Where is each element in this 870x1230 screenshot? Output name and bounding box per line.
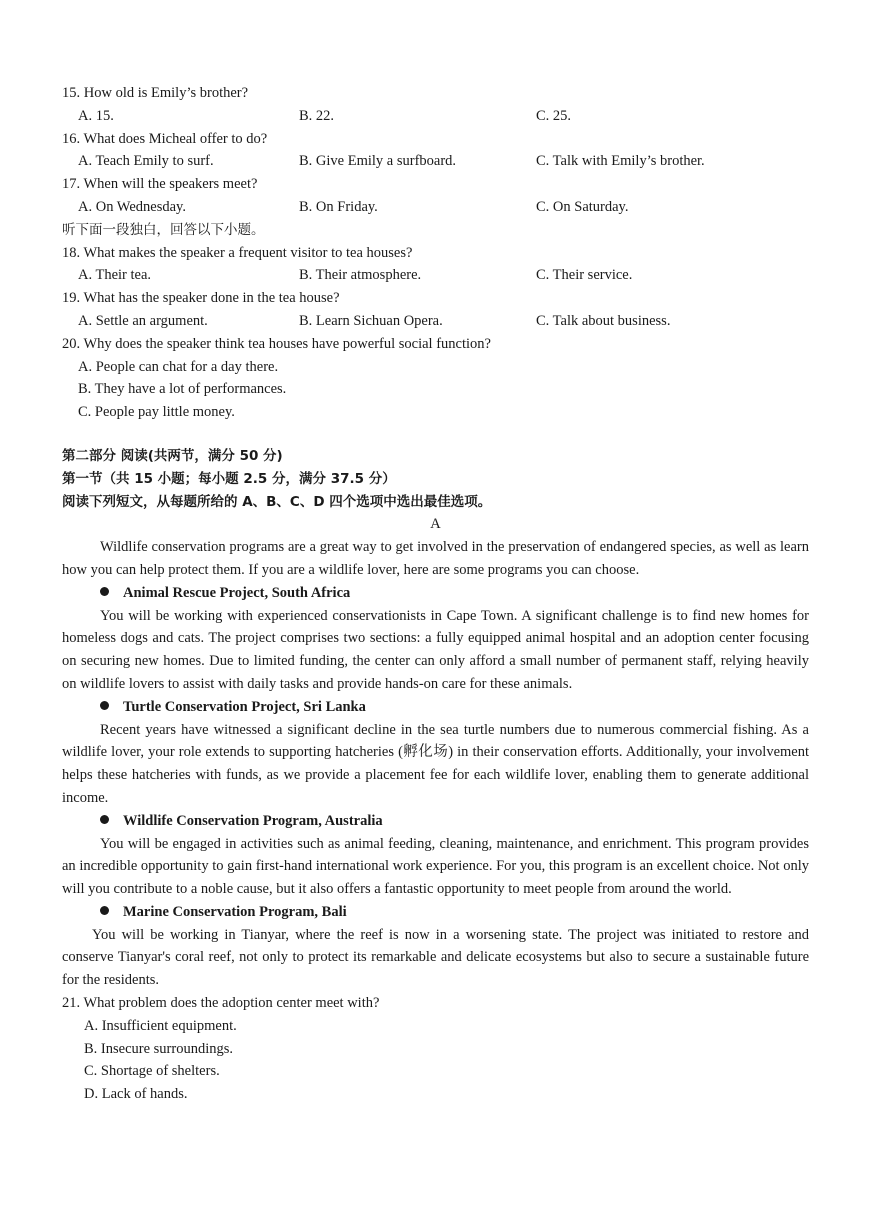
option-a: A. Settle an argument. [78, 312, 208, 329]
program-title: Marine Conservation Program, Bali [123, 903, 347, 920]
passage-label: A [430, 516, 441, 533]
question-15: 15. How old is Emily’s brother? [62, 85, 249, 101]
option-c: C. 25. [536, 107, 572, 124]
passage-intro: Wildlife conservation programs are a great way to get involved in the preservation of endangered species, as well as learn how you can help protect them. If you are a wildlife lover, here are some programs you can choose. [62, 539, 809, 578]
question-19-options [62, 310, 809, 333]
option-c: C. Talk with Emily’s brother. [536, 153, 705, 170]
option-a: A. Insufficient equipment. [84, 1017, 237, 1034]
program-heading [62, 901, 809, 924]
option-c: C. Talk about business. [536, 312, 671, 329]
question-18-options [62, 264, 809, 287]
program-title: Animal Rescue Project, South Africa [123, 584, 351, 601]
question-17: 17. When will the speakers meet? [62, 176, 258, 193]
bullet-icon [100, 701, 109, 710]
section-gap [62, 424, 809, 445]
section-title: 第一节（共 15 小题；每小题 2.5 分，满分 37.5 分） [62, 470, 396, 487]
program-text: You will be engaged in activities such as animal feeding, cleaning, maintenance, and enrichment. This program provides an incredible opportunity to gain first-hand international work experience. For you, this program is an excellent choice. Not only will you contribute to a noble cause, but it also offers a fantastic opportunity to meet people from around the world. [62, 835, 809, 898]
option-a: A. Teach Emily to surf. [78, 153, 214, 170]
option-c: C. Their service. [536, 267, 633, 284]
option-b: B. On Friday. [299, 198, 378, 215]
option-c: C. Shortage of shelters. [84, 1063, 220, 1080]
bullet-icon [100, 815, 109, 824]
question-19: 19. What has the speaker done in the tea house? [62, 290, 340, 307]
exam-page [62, 82, 809, 1106]
program-heading [62, 696, 809, 719]
option-c: C. People pay little money. [78, 404, 235, 421]
question-18: 18. What makes the speaker a frequent visitor to tea houses? [62, 244, 413, 261]
option-b: B. 22. [299, 107, 335, 124]
program-text: You will be working in Tianyar, where the reef is now in a worsening state. The project was initiated to restore and conserve Tianyar's coral reef, not only to protect its remarkable and delicate ecosystems but also to secure a sustainable future for the residents. [62, 926, 809, 989]
option-b: B. Learn Sichuan Opera. [299, 312, 443, 329]
program-title: Wildlife Conservation Program, Australia [123, 812, 383, 829]
option-b: B. Insecure surroundings. [84, 1040, 234, 1057]
option-b: B. They have a lot of performances. [78, 381, 287, 398]
question-21: 21. What problem does the adoption center meet with? [62, 995, 380, 1012]
question-17-options [62, 196, 809, 219]
bullet-icon [100, 587, 109, 596]
option-a: A. 15. [78, 107, 114, 124]
bullet-icon [100, 906, 109, 915]
option-a: A. Their tea. [78, 267, 152, 284]
option-b: B. Their atmosphere. [299, 267, 422, 284]
program-heading [62, 582, 809, 605]
program-heading [62, 810, 809, 833]
option-c: C. On Saturday. [536, 198, 629, 215]
program-title: Turtle Conservation Project, Sri Lanka [123, 698, 366, 715]
option-b: B. Give Emily a surfboard. [299, 153, 457, 170]
option-a: A. On Wednesday. [78, 198, 186, 215]
program-text: You will be working with experienced conservationists in Cape Town. A significant challenge is to find new homes for homeless dogs and cats. The project comprises two sections: a fully equipped animal hospital and an adoption center focusing on securing new homes. Due to limited funding, the center can only afford a small number of permanent staff, relying heavily on wildlife lovers to assist with daily tasks and provide hands-on care for these animals. [62, 607, 809, 692]
listening-instruction: 听下面一段独白，回答以下小题。 [62, 221, 265, 238]
question-16-options [62, 150, 809, 173]
question-16: 16. What does Micheal offer to do? [62, 130, 268, 147]
reading-instruction: 阅读下列短文，从每题所给的 A、B、C、D 四个选项中选出最佳选项。 [62, 493, 492, 510]
option-d: D. Lack of hands. [84, 1086, 188, 1103]
program-text: Recent years have witnessed a significant decline in the sea turtle numbers due to numerous commercial fishing. As a wildlife lover, your role extends to supporting hatcheries (孵化场) in their conservation efforts. Additionally, your involvement helps these hatcheries with funds, as we provide a placement fee for each wildlife lover, enabling them to generate additional income. [62, 721, 809, 806]
part-title: 第二部分 阅读(共两节，满分 50 分) [62, 447, 283, 464]
question-20: 20. Why does the speaker think tea houses have powerful social function? [62, 335, 491, 352]
option-a: A. People can chat for a day there. [78, 358, 279, 375]
question-15-options [62, 105, 809, 128]
